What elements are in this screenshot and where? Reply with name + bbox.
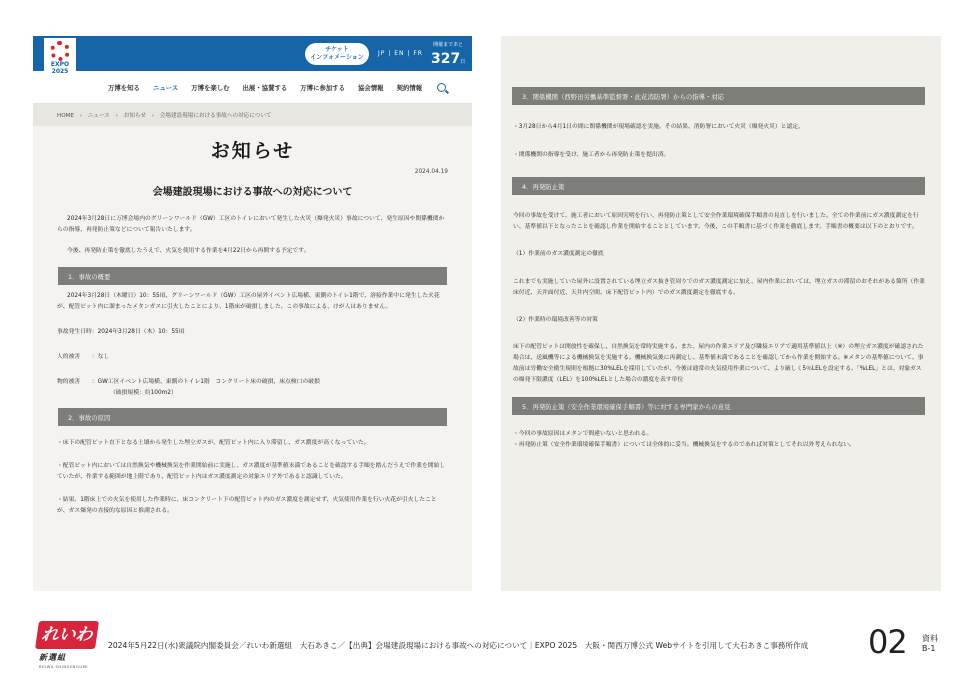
nav-item-exhibit[interactable]: 出展・協賛する [242, 83, 288, 92]
section-heading-3: 3．関係機関（西野田労働基準監督署・此花消防署）からの指導・対応 [512, 87, 925, 105]
countdown-unit: 日 [460, 59, 466, 65]
prevention-heading-1: （1）作業前のガス濃度測定の徹底 [513, 251, 604, 257]
countdown-label: 開催まであと [433, 42, 464, 48]
intro-paragraph: 2024年3月28日に万博会場内のグリーンワールド（GW）工区のトイレにおいて発生した火災（爆発火災）事故について、発生原因や関係機関からの指導、再発防止策などについて報告いたします。 [57, 216, 445, 233]
main-nav [33, 71, 472, 104]
lang-jp[interactable]: JP [378, 50, 386, 57]
page-number: 02 [868, 623, 907, 661]
reiwa-badge: れいわ [35, 621, 99, 649]
expert-opinion-1: ・今回の事故原因はメタンで間違いないと思われる。 [513, 431, 653, 437]
page-label-line-2: B-1 [922, 644, 936, 653]
guidance-paragraph-2: ・関係機関の指導を受け、施工者から再発防止策を提出済。 [513, 152, 670, 158]
lang-en[interactable]: EN [394, 50, 405, 57]
section-heading-4: 4．再発防止策 [512, 177, 925, 195]
search-icon[interactable] [437, 83, 446, 92]
section-heading-1: 1．事故の概要 [58, 267, 447, 285]
breadcrumb-sep: › [151, 113, 154, 119]
cause-paragraph-2: ・配管ピット内においては自然換気や機械換気を作業開始前に実施し、ガス濃度が基準値未満であることを確認する手順を踏んだうえで作業を開始していたが、作業する範囲が地上階であり、配管ピット内はガス濃度測定の対象エリア外であると認識していた。 [57, 463, 446, 480]
expert-opinion-2: ・再発防止策（安全作業環境確保手順書）については全体的に妥当。機械換気をするのであれば対策としてそれ以外考えられない。 [513, 442, 855, 448]
page-title: お知らせ [210, 140, 295, 162]
cause-paragraph-1: ・床下の配管ピット直下となる土壌から発生した埋立ガスが、配管ピット内に入り滞留し、ガス濃度が高くなっていた。 [57, 440, 370, 446]
cause-paragraph-3: ・結果、1階床上での火気を使用した作業時に、床コンクリート下の配管ピット内のガス濃度を測定せず、火気使用作業を行い火花が引火したことが、ガス爆発の直接的な原因と推測される。 [57, 497, 437, 514]
prevention-paragraph: 今回の事故を受けて、施工者において原因究明を行い、再発防止策として安全作業環境確保手順書の見直しを行いました。全ての作業前にガス濃度測定を行い、基準値以下となったことを確認し作業を開始することとしています。今後、この手順書に基づく作業を徹底します。手順書の概要は以下のとおりです。 [513, 213, 919, 230]
breadcrumb-sep: › [79, 113, 83, 119]
accident-datetime: 事故発生日時：2024年3月28日（木）10：55頃 [57, 329, 185, 335]
reiwa-tiny-text: REIWA SHINSENGUMI [39, 664, 88, 669]
property-damage: 物的被害 ：GW工区イベント広場横、東側のトイレ1階 コンクリート床の破損、床点検口の破損 [57, 379, 320, 385]
ticket-info-button[interactable]: チケット インフォメーション [305, 43, 369, 65]
nav-item-enjoy[interactable]: 万博を楽しむ [191, 83, 230, 92]
nav-item-contract[interactable]: 契約情報 [396, 83, 423, 92]
right-page-panel [501, 36, 941, 591]
language-switcher[interactable]: JP | EN | FR [378, 50, 423, 57]
expo-logo-icon [50, 41, 70, 61]
page-label [922, 634, 938, 654]
lang-fr[interactable]: FR [413, 50, 423, 57]
prevention-paragraph-3: 床下の配管ピットは開放性を確保し、自然換気を常時実施する。また、屋内の作業エリア及び隣接エリアで適用基準値以上（※）の埋立ガス濃度が確認された場合は、送風機等による機械換気を実施する。機械換気後に再測定し、基準値未満であることを確認してから作業を開始する。※メタンの基準値について、事故前は労働安全衛生規則を根拠に30%LELを採用していたが、今後は通常の火気使用作業について、より厳しく5％LELを設定する。「%LEL」とは、対象ガスの爆発下限濃度（LEL）を100%LELとした場合の濃度を表す単位 [513, 344, 924, 383]
expo-logo[interactable] [44, 38, 76, 78]
prevention-heading-2: （2）作業時の環境改善等の対策 [513, 317, 598, 323]
publish-date: 2024.04.19 [414, 169, 448, 175]
nav-item-participate[interactable]: 万博に参加する [300, 83, 346, 92]
section-heading-5: 5．再発防止策（安全作業環境確保手順書）等に対する専門家からの意見 [512, 397, 925, 415]
section-heading-2: 2．事故の原因 [58, 408, 447, 426]
countdown [431, 41, 465, 67]
site-header [33, 36, 472, 75]
breadcrumb-sep: › [115, 113, 118, 119]
nav-item-about[interactable]: 万博を知る [108, 83, 140, 92]
breadcrumb [33, 104, 472, 126]
reiwa-subtitle: 新選組 [39, 653, 66, 662]
breadcrumb-current: 会場建設現場における事故への対応について [159, 113, 272, 119]
guidance-paragraph-1: ・3月28日から4月1日の間に関係機関が現場確認を実施。その結果、消防署において火災（爆発火災）と認定。 [513, 124, 804, 130]
article-title: 会場建設現場における事故への対応について [152, 187, 353, 198]
nav-item-news[interactable]: ニュース [152, 83, 179, 92]
source-caption: 2024年5月22日(水)衆議院内閣委員会／れいわ新選組 大石あきこ／【出典】会場建設現場における事故への対応について｜EXPO 2025 大阪・関西万博公式 Webサイトを引用して大石あきこ事務所作成 [108, 641, 809, 650]
intro-paragraph-2: 今後、再発防止策を徹底したうえで、火気を使用する作業を4月22日から再開する予定です。 [67, 248, 310, 254]
left-page-panel [33, 36, 472, 591]
reiwa-logo [33, 621, 101, 671]
breadcrumb-news[interactable]: ニュース [87, 113, 110, 119]
human-damage: 人的被害 ：なし [57, 354, 110, 360]
breadcrumb-home[interactable]: HOME [57, 113, 74, 119]
damage-scale: （破損規模：約100m2） [110, 390, 177, 396]
accident-summary: 2024年3月28日（木曜日）10：55頃、グリーンワールド（GW）工区の屋外イベント広場横、東側のトイレ1階で、溶接作業中に発生した火花が、配管ピット内に溜まったメタンガスに引火したことにより、1階床が破損しました。この事故による、けが人はありません。 [57, 293, 440, 310]
countdown-number: 327 [431, 51, 461, 67]
logo-text: EXPO 2025 [50, 61, 70, 75]
prevention-paragraph-2: これまでも実施していた屋外に設置されている埋立ガス抜き管周りでのガス濃度測定に加え、屋内作業においては、埋立ガスの滞留のおそれがある箇所（作業床付近、天井面付近、天井内空間、床下配管ピット内）でのガス濃度測定を徹底する。 [513, 279, 925, 296]
breadcrumb-notice[interactable]: お知らせ [123, 113, 146, 119]
page-label-line-1: 資料 [922, 634, 938, 643]
nav-item-association[interactable]: 協会情報 [358, 83, 384, 92]
